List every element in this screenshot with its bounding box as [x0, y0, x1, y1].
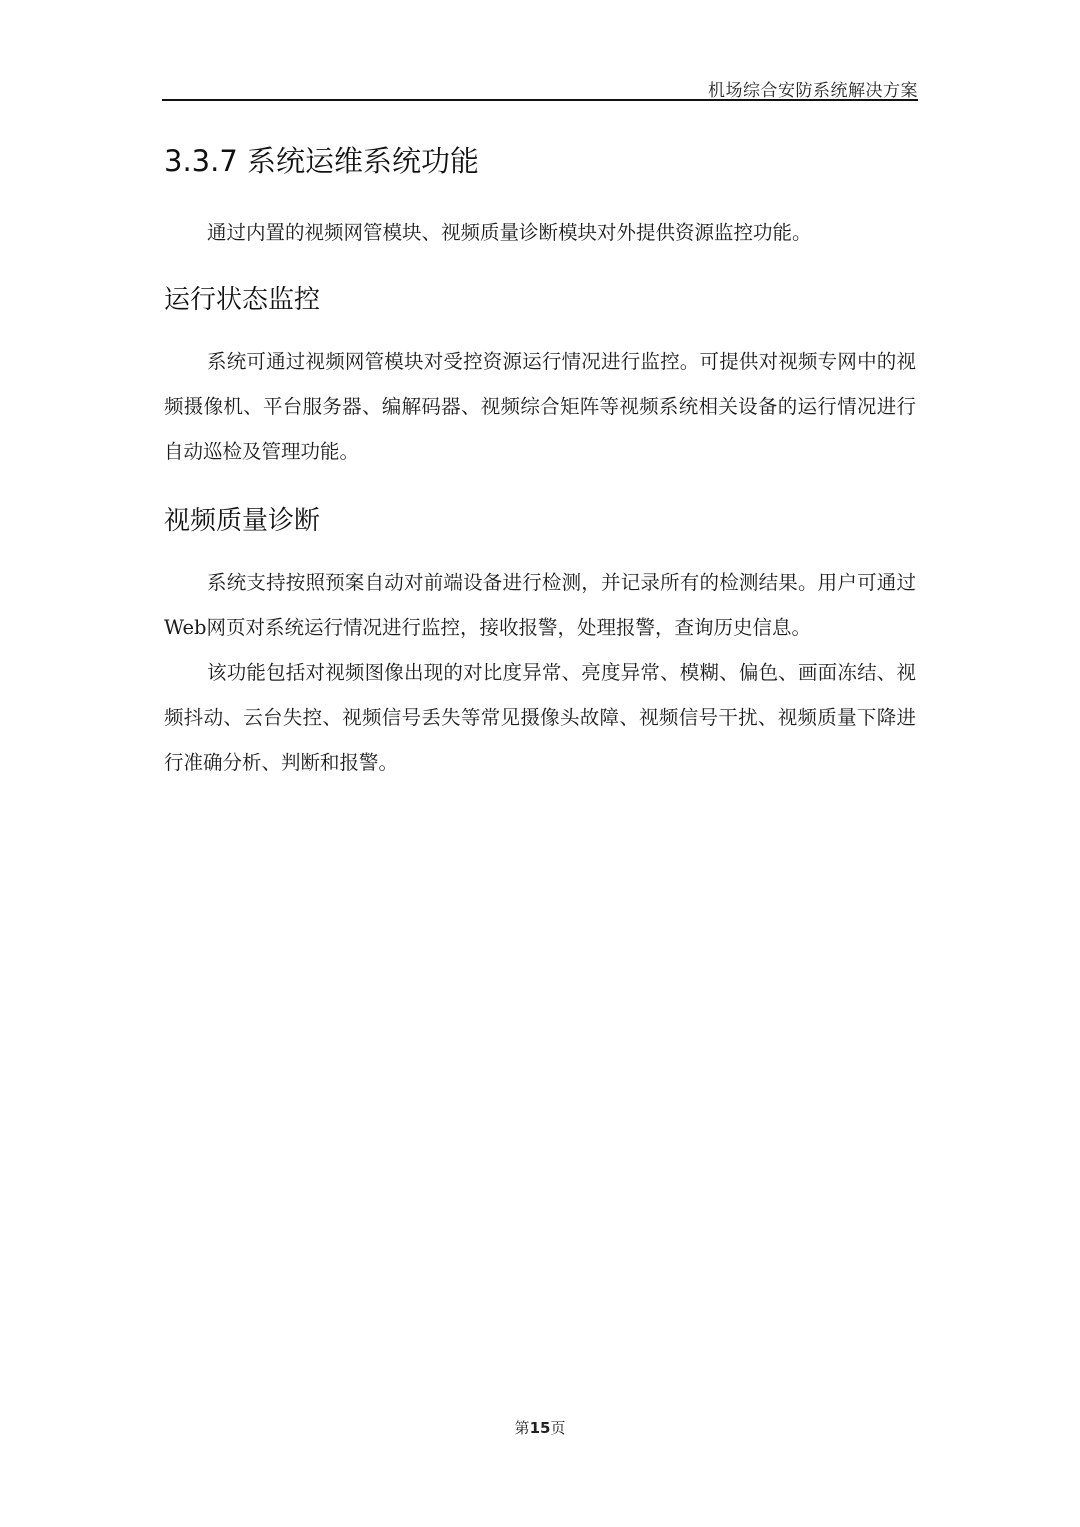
subsection-title-video-quality: 视频质量诊断 [164, 506, 321, 536]
section-title: 3.3.7 系统运维系统功能 [164, 144, 480, 178]
status-monitoring-paragraph: 系统可通过视频网管模块对受控资源运行情况进行监控。可提供对视频专网中的视频摄像机、平台服务器、编解码器、视频综合矩阵等视频系统相关设备的运行情况进行自动巡检及管理功能。 [164, 350, 916, 463]
page-footer [0, 1417, 1080, 1438]
subsection-title-status-monitoring: 运行状态监控 [164, 285, 321, 315]
section-intro: 通过内置的视频网管模块、视频质量诊断模块对外提供资源监控功能。 [207, 221, 812, 244]
header-rule [162, 99, 918, 101]
video-quality-paragraph-2: 该功能包括对视频图像出现的对比度异常、亮度异常、模糊、偏色、画面冻结、视频抖动、云台失控、视频信号丢失等常见摄像头故障、视频信号干扰、视频质量下降进行准确分析、判断和报警。 [164, 661, 916, 774]
page-number: 15 [529, 1419, 551, 1437]
footer-suffix: 页 [550, 1419, 566, 1437]
footer-prefix: 第 [514, 1419, 530, 1437]
running-header: 机场综合安防系统解决方案 [708, 81, 918, 101]
video-quality-paragraph-1: 系统支持按照预案自动对前端设备进行检测，并记录所有的检测结果。用户可通过Web网页对系统运行情况进行监控，接收报警，处理报警，查询历史信息。 [164, 571, 916, 639]
